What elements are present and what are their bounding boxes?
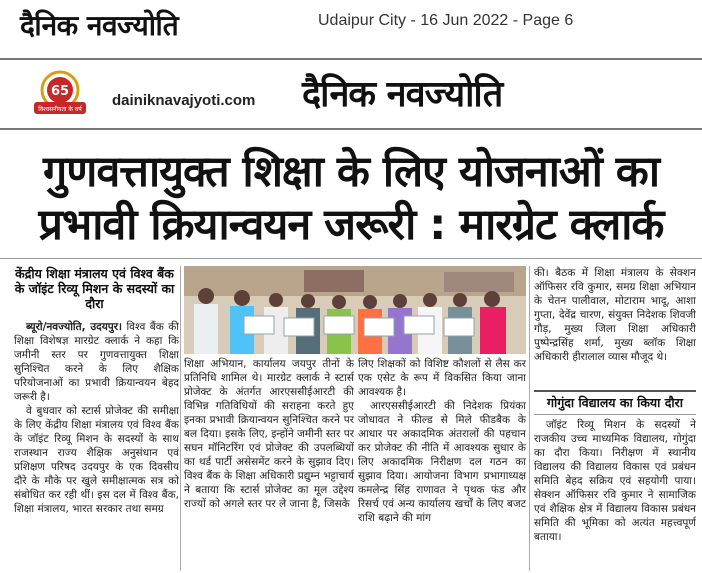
column-3-paragraph-2: आरएससीईआरटी की निदेशक प्रियंका जोधावत ने फील्ड से मिले फीडबैक के आधार पर अकादमिक अंतरालों की पहचान कर प्रोजेक्ट की नीति में आवश्यक सुधार के लिए अकादमिक निरीक्षण दल गठन का सुझाव दिया। आयोजना विभाग प्रभागाध्यक्ष कमलेन्द्र सिंह राणावत ने पृथक फंड और रिसर्च एवं अन्य कार्यालय खर्चों के लिए बजट राशि बढ़ाने की मांग — [358, 400, 526, 524]
article-column-3 — [358, 357, 526, 571]
column-1-paragraph-1: विश्व बैंक की शिक्षा विशेषज्ञ मारग्रेट क्लार्क ने कहा कि जमीनी स्तर पर गुणवत्तायुक्त शिक्षा सुनिश्चित करने के लिए शैक्षिक परियोजनाओं का प्रभावी क्रियान्वयन बेहद जरूरी है। — [14, 321, 179, 403]
masthead-divider — [0, 128, 702, 130]
top-newspaper-logo: दैनिक नवज्योति — [20, 9, 179, 42]
headline-line-1: गुणवत्तायुक्त शिक्षा के लिए योजनाओं का — [43, 147, 659, 197]
article-photo — [184, 266, 526, 354]
column-4-paragraph-2: जॉइंट रिव्यू मिशन के सदस्यों ने राजकीय उच्च माध्यमिक विद्यालय, गोगुंदा का दौरा किया। निरीक्षण में स्थानीय विद्यालय की विद्यालय विकास एवं प्रबंधन समिति बेहद सक्रिय एवं सहयोगी पाया। सेक्शन ऑफिसर रवि कुमार ने सामाजिक एवं शैक्षिक क्षेत्र में विद्यालय विकास प्रबंधन समिति की भूमिका को अत्यंत महत्त्वपूर्ण बताया। — [534, 419, 696, 543]
masthead — [0, 62, 702, 128]
headline-line-2: प्रभावी क्रियान्वयन जरूरी : मारग्रेट क्लार्क — [38, 200, 664, 250]
badge-number: 65 — [50, 84, 70, 99]
subheadline: केंद्रीय शिक्षा मंत्रालय एवं विश्व बैंक के जॉइंट रिव्यू मिशन के सदस्यों का दौरा — [14, 266, 175, 311]
column-3-paragraph-1: लिए शिक्षकों को विशिष्ट कौशलों से लैस कर एक एसेट के रूप में विकसित किया जाना आवश्यक है। — [358, 358, 526, 398]
group-photo-image-icon — [184, 266, 526, 354]
column-1-paragraph-2: वे बुधवार को स्टार्स प्रोजेक्ट की समीक्षा के लिए केंद्रीय शिक्षा मंत्रालय एवं विश्व बैंक के जॉइंट रिव्यू मिशन के सदस्यों के साथ राजस्थान राज्य शैक्षिक अनुसंधान एवं प्रशिक्षण परिषद उदयपुर के एक दिवसीय दौरे के मौके पर खुले समीक्षात्मक सत्र को संबोधित कर रही थीं। इस दल में विश्व बैंक, शिक्षा मंत्रालय, भारत सरकार तथा समग्र — [14, 405, 179, 515]
anniversary-badge-icon — [30, 68, 90, 120]
badge-text: विश्वसनीयता के वर्ष — [38, 106, 82, 113]
column-rule-2 — [529, 266, 530, 571]
column-rule-1 — [180, 266, 181, 571]
website-url: dainiknavajyoti.com — [112, 92, 256, 109]
header-divider — [0, 58, 702, 60]
article-column-4-top: की। बैठक में शिक्षा मंत्रालय के सेक्शन ऑफिसर रवि कुमार, समग्र शिक्षा अभियान के चेतन पालीवाल, मोटाराम भादू, आशा गुप्ता, देवेंद्र चारण, संयुक्त निदेशक शिवजी गौड़, मुख्य जिला शिक्षा अधिकारी पुष्पेन्द्रसिंह शर्मा, मुख्य ब्लॉक शिक्षा अधिकारी हीरालाल व्यास मौजूद थे। — [534, 267, 696, 363]
article-column-2: शिक्षा अभियान, कार्यालय जयपुर तीनों के प्रतिनिधि शामिल थे। मारग्रेट क्लार्क ने स्टार्स प्रोजेक्ट के अंतर्गत आरएससीईआरटी की विभिन्न गतिविधियों की सराहना करते हुए इनका प्रभावी क्रियान्वयन सुनिश्चित करने पर बल दिया। इसके लिए, इन्होंने जमीनी स्तर पर सघन मॉनिटरिंग एवं प्रोजेक्ट की उपलब्धियों का थर्ड पार्टी असेसमेंट करने के सुझाव दिए। विश्व बैंक के शिक्षा अधिकारी प्रद्युम्न भट्टाचार्य ने बताया कि स्टार्स प्रोजेक्ट का मूल उद्देश्य राज्यों को अगले स्तर पर ले जाना है, जिसके — [184, 358, 354, 510]
article-column-1 — [14, 320, 179, 570]
page-header — [0, 0, 702, 58]
sub-section-heading: गोगुंदा विद्यालय का किया दौरा — [534, 390, 696, 415]
article-column-4-bottom — [534, 418, 696, 568]
headline-divider — [0, 258, 702, 259]
edition-info: Udaipur City - 16 Jun 2022 - Page 6 — [318, 12, 574, 29]
dateline: ब्यूरो/नवज्योति, उदयपुर। — [26, 321, 123, 333]
masthead-logo: दैनिक नवज्योति — [302, 74, 503, 115]
